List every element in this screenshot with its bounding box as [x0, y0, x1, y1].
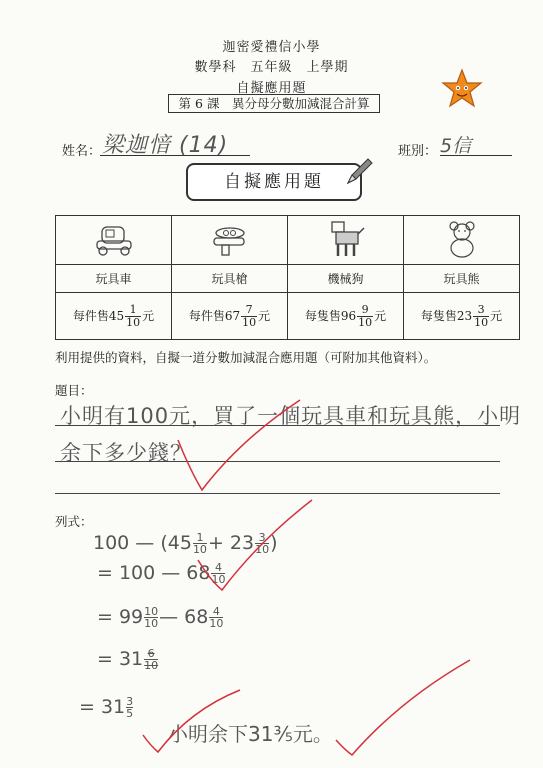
robot-dog-icon [324, 218, 368, 260]
toy-gun-icon [206, 219, 254, 259]
price-fraction: $\frac{9}{10}$ [358, 302, 373, 329]
price-fraction: $\frac{7}{10}$ [242, 302, 257, 329]
subject-line: 數學科 五年級 上學期 [194, 60, 349, 75]
working-step: 100 — (45 $\frac{1}{10}$ + 23 $\frac{3}{10}$ ) [93, 531, 278, 556]
toy-image-cell [404, 216, 520, 265]
working-step: = 31 $\frac{6}{10}$ [97, 647, 159, 672]
toy-car-icon [92, 219, 136, 259]
toy-price [288, 293, 404, 340]
price-whole: 67 [224, 308, 241, 323]
working-step: = 100 — 68 $\frac{4}{10}$ [97, 561, 226, 586]
unit-label: 每件售 [72, 308, 109, 323]
student-class[interactable]: 5信 [440, 135, 472, 157]
writing-line [55, 461, 500, 462]
school-name: 迦密愛禮信小學 [222, 40, 321, 55]
worksheet-type: 自擬應用題 [236, 81, 307, 96]
working-step: = 31 $\frac{3}{5}$ [79, 695, 134, 720]
name-label: 姓名： [62, 144, 102, 159]
unit-label: 每件售 [188, 308, 225, 323]
toy-image-cell [288, 216, 404, 265]
instruction-text: 利用提供的資料，自擬一道分數加減混合應用題（可附加其他資料）。 [55, 350, 437, 365]
star-mascot-icon [440, 68, 484, 112]
price-whole: 23 [456, 308, 473, 323]
toy-name: 玩具車 [56, 265, 172, 293]
working-label: 列式： [55, 514, 93, 529]
toy-price [404, 293, 520, 340]
section-banner: 自擬應用題 [186, 163, 362, 201]
unit-label: 每隻售 [420, 308, 457, 323]
toy-price [172, 293, 288, 340]
toy-name: 機械狗 [288, 265, 404, 293]
unit-label: 每隻售 [304, 308, 341, 323]
currency: 元 [374, 308, 387, 323]
class-label: 班別： [398, 144, 438, 159]
toy-price [56, 293, 172, 340]
toy-name: 玩具熊 [404, 265, 520, 293]
price-fraction: $\frac{3}{10}$ [474, 302, 489, 329]
question-label: 題目： [55, 383, 93, 398]
question-answer-line[interactable]: 小明有100元，買了一個玩具車和玩具熊，小明 [60, 404, 522, 428]
pencil-icon [342, 155, 376, 189]
lesson-title: 第 6 課 異分母分數加減混合計算 [168, 94, 380, 113]
price-fraction: $\frac{1}{10}$ [126, 302, 141, 329]
price-whole: 45 [108, 308, 125, 323]
toy-image-cell [56, 216, 172, 265]
red-check-mark-icon [336, 660, 470, 755]
writing-line [55, 493, 500, 494]
working-step: = 99 $\frac{10}{10}$ — 68 $\frac{4}{10}$ [97, 605, 224, 630]
price-whole: 96 [340, 308, 357, 323]
student-name[interactable]: 梁迦愔 (14) [102, 133, 229, 158]
toy-image-cell [172, 216, 288, 265]
final-answer: 小明余下31⅗元。 [168, 722, 333, 746]
teddy-bear-icon [440, 219, 484, 259]
question-answer-line[interactable]: 余下多少錢？ [60, 441, 192, 465]
writing-line [55, 425, 500, 426]
toy-name: 玩具槍 [172, 265, 288, 293]
currency: 元 [142, 308, 155, 323]
currency: 元 [258, 308, 271, 323]
toy-price-table [55, 215, 520, 340]
currency: 元 [490, 308, 503, 323]
